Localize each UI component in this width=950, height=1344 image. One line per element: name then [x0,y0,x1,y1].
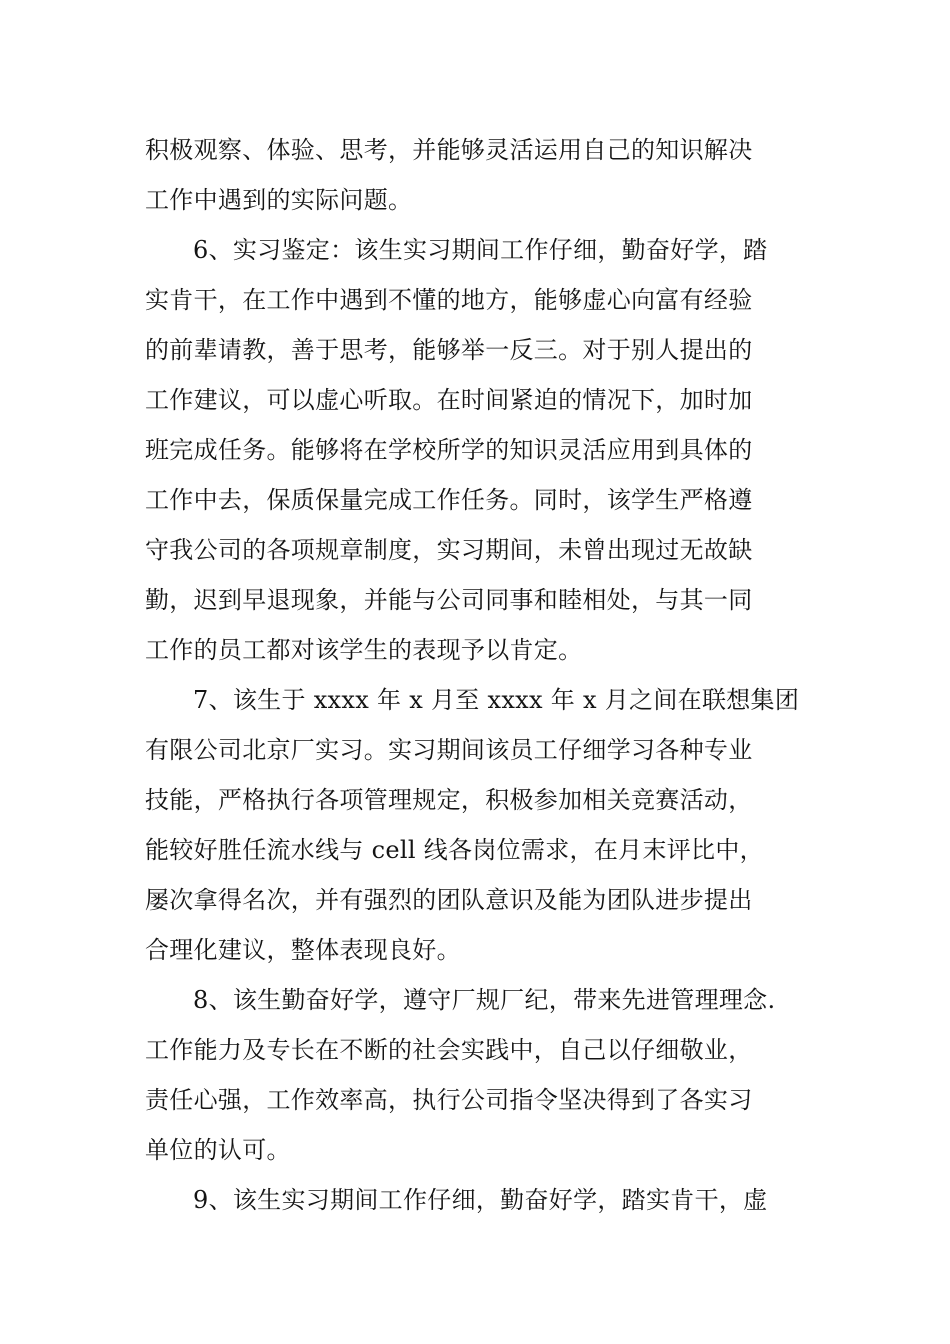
text-line: 有限公司北京厂实习。实习期间该员工仔细学习各种专业 [145,736,753,764]
text-line: 班完成任务。能够将在学校所学的知识灵活应用到具体的 [145,436,753,464]
text-line: 技能，严格执行各项管理规定，积极参加相关竞赛活动， [145,786,753,814]
text-line: 守我公司的各项规章制度，实习期间，未曾出现过无故缺 [145,536,753,564]
text-line: 勤，迟到早退现象，并能与公司同事和睦相处，与其一同 [145,586,753,614]
text-line: 工作的员工都对该学生的表现予以肯定。 [145,636,583,664]
paragraph-9-start: 9、该生实习期间工作仔细，勤奋好学，踏实肯干，虚 [193,1186,768,1214]
paragraph-7-start: 7、该生于 xxxx 年 x 月至 xxxx 年 x 月之间在联想集团 [193,686,800,714]
text-line: 屡次拿得名次，并有强烈的团队意识及能为团队进步提出 [145,886,753,914]
text-line: 合理化建议，整体表现良好。 [145,936,461,964]
text-line: 工作中去，保质保量完成工作任务。同时，该学生严格遵 [145,486,753,514]
paragraph-8-start: 8、该生勤奋好学，遵守厂规厂纪，带来先进管理理念. [193,986,776,1014]
paragraph-6-start: 6、实习鉴定：该生实习期间工作仔细，勤奋好学，踏 [193,236,768,264]
text-line: 工作能力及专长在不断的社会实践中，自己以仔细敬业， [145,1036,753,1064]
text-line: 工作中遇到的实际问题。 [145,186,413,214]
text-line: 工作建议，可以虚心听取。在时间紧迫的情况下，加时加 [145,386,753,414]
text-line: 积极观察、体验、思考，并能够灵活运用自己的知识解决 [145,136,753,164]
text-line: 责任心强，工作效率高，执行公司指令坚决得到了各实习 [145,1086,753,1114]
text-line: 实肯干，在工作中遇到不懂的地方，能够虚心向富有经验 [145,286,753,314]
text-line: 能较好胜任流水线与 cell 线各岗位需求，在月末评比中， [145,836,764,864]
text-line: 单位的认可。 [145,1136,291,1164]
text-line: 的前辈请教，善于思考，能够举一反三。对于别人提出的 [145,336,753,364]
